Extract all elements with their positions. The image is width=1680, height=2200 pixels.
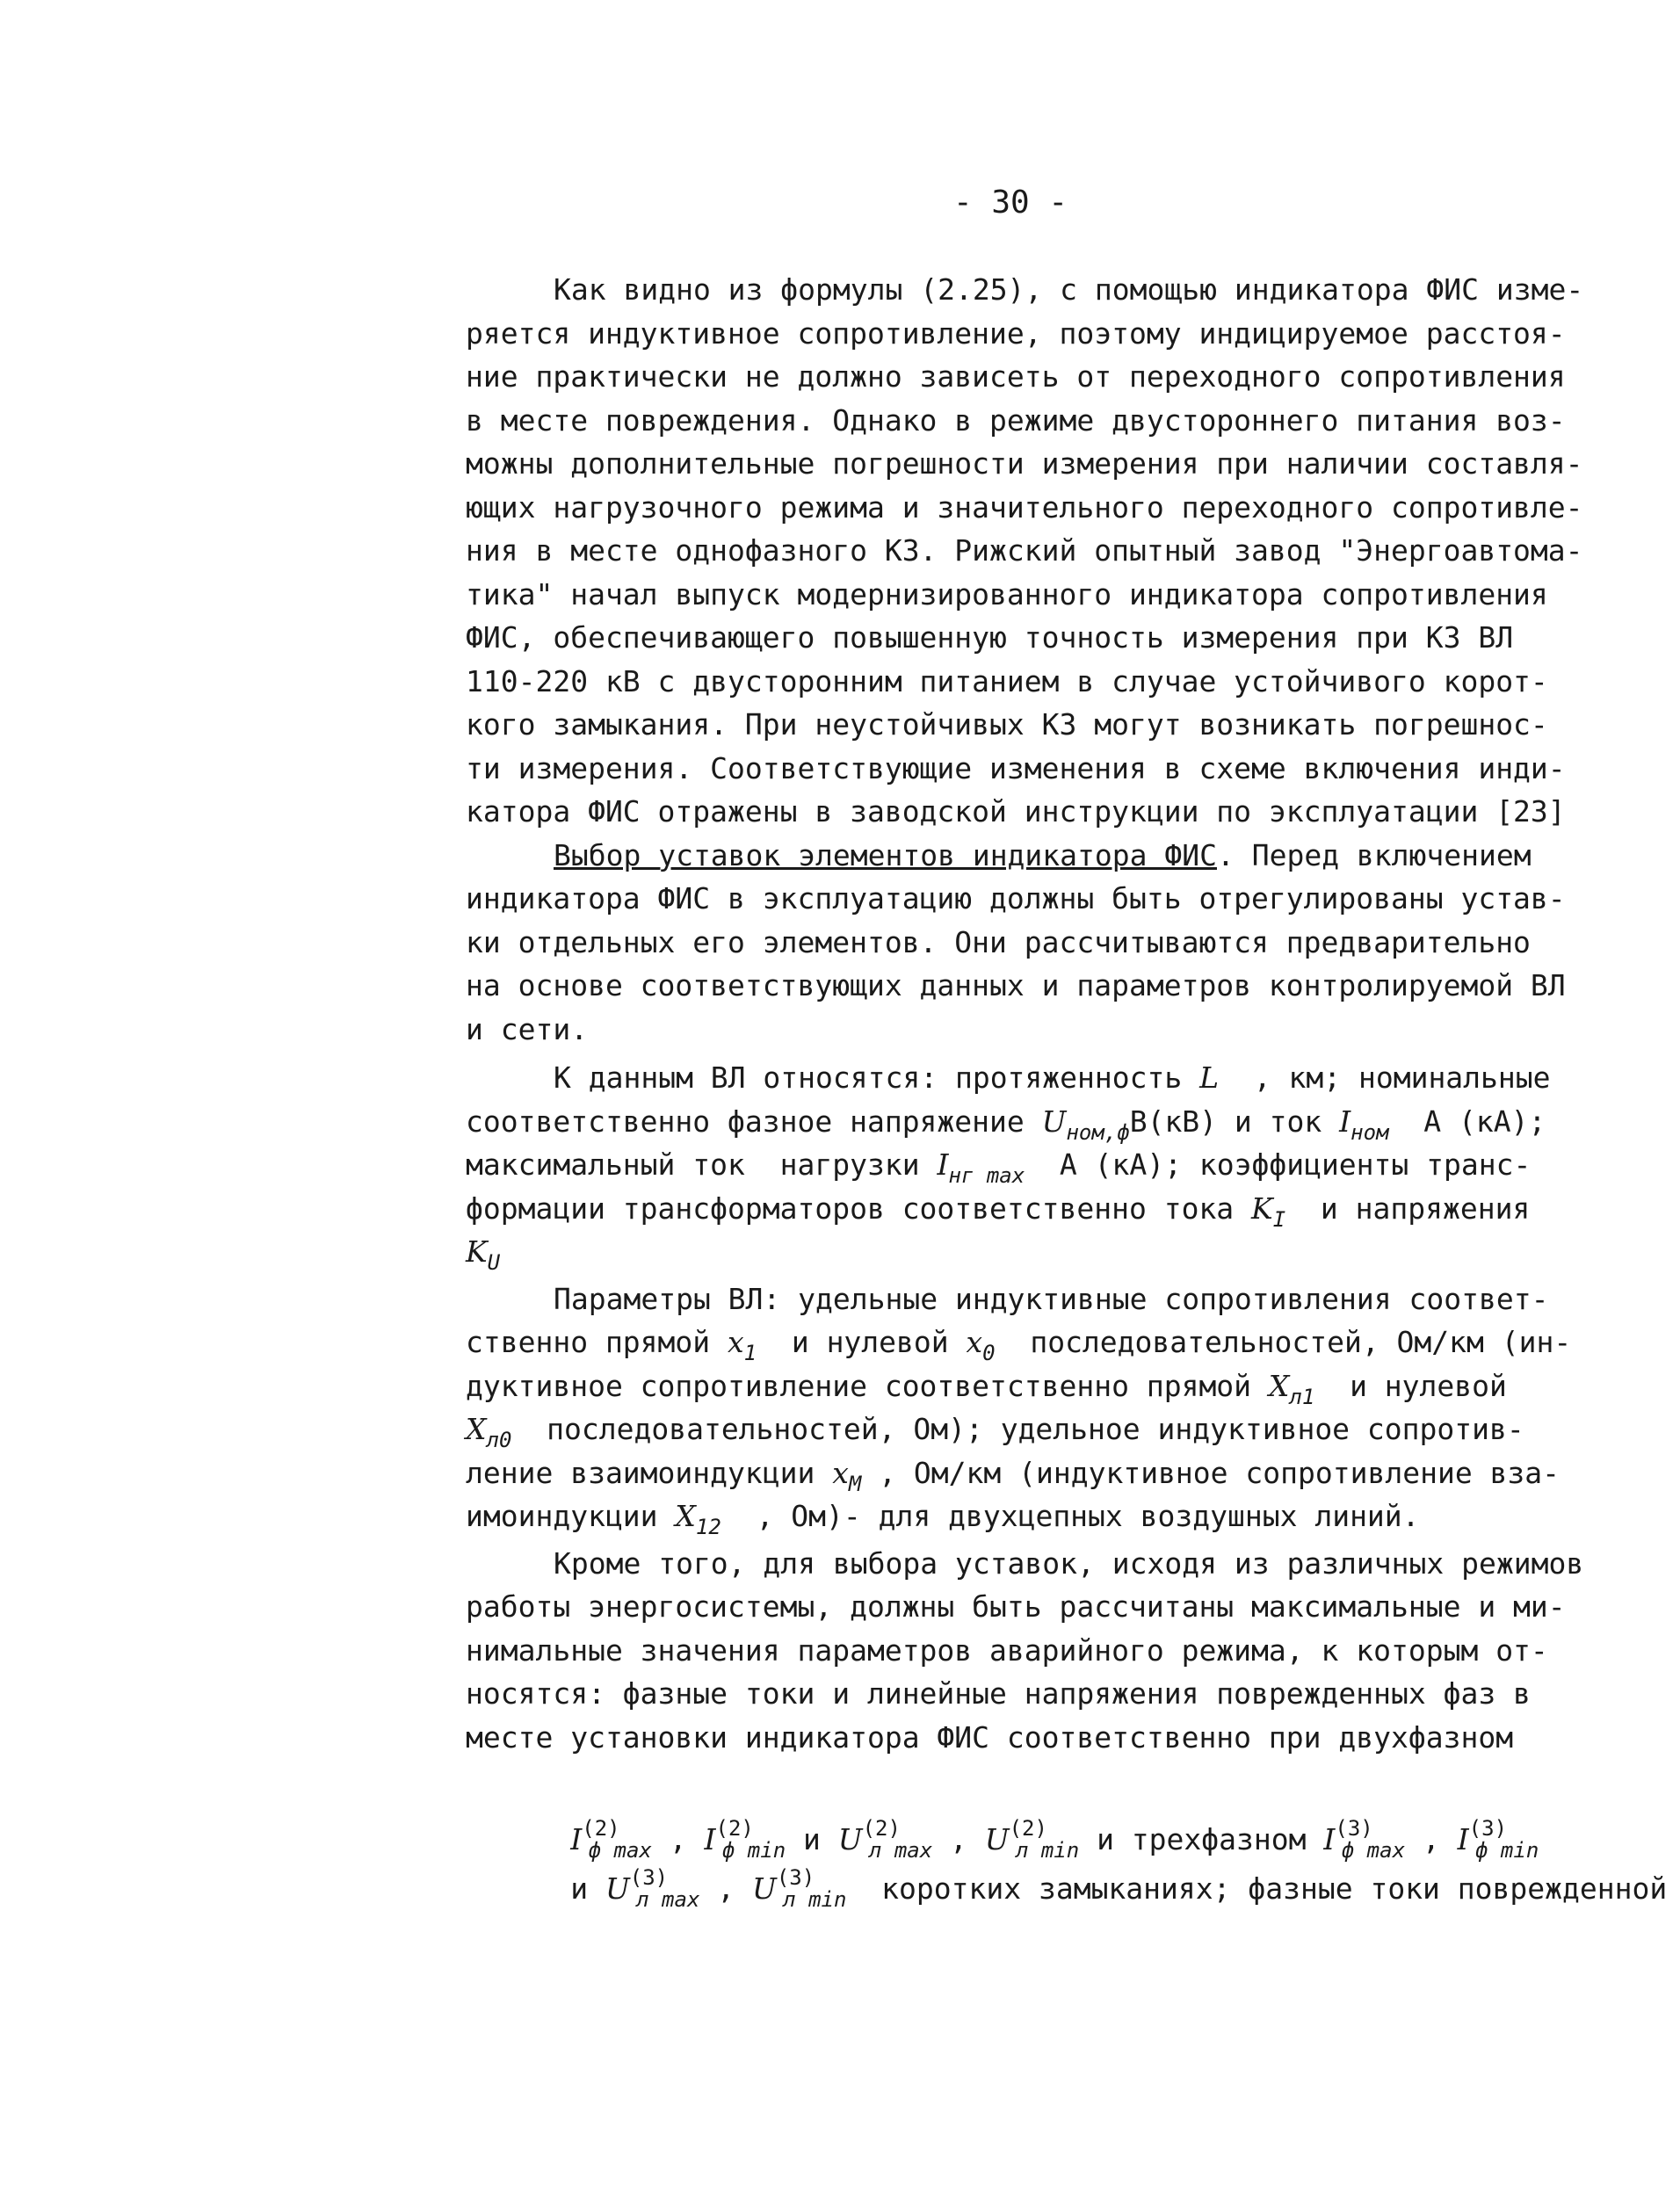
- subscript: ф min: [1475, 1838, 1539, 1863]
- text-line: катора ФИС отражены в заводской инструкции по эксплуатации [23]: [466, 794, 1566, 829]
- paragraph-2: [466, 834, 1608, 1052]
- text-line: ти измерения. Соответствующие изменения в схеме включения инди-: [466, 750, 1566, 785]
- subscript: нг max: [948, 1163, 1025, 1188]
- text-run: ление взаимоиндукции: [466, 1455, 833, 1490]
- text-line: можны дополнительные погрешности измерения при наличии составля-: [466, 446, 1583, 481]
- text-line: [466, 1056, 1608, 1100]
- document-body: [466, 268, 1668, 1912]
- superscript: (2): [582, 1816, 620, 1841]
- text-run: имоиндукции: [466, 1499, 676, 1533]
- superscript: (3): [629, 1865, 669, 1890]
- text-run: коротких замыканиях; фазные токи поврежденной: [846, 1871, 1668, 1906]
- text-line: индикатора ФИС в эксплуатацию должны быть отрегулированы устав-: [466, 881, 1566, 915]
- symbol-reactance: x: [832, 1455, 849, 1490]
- paragraph-5: [466, 1542, 1668, 1912]
- text-line: ния в месте однофазного КЗ. Рижский опытный завод "Энергоавтома-: [466, 533, 1583, 568]
- text-line: ющих нагрузочного режима и значительного переходного сопротивле-: [466, 489, 1583, 525]
- text-run: последовательностей, Ом); удельное индуктивное сопротив-: [511, 1412, 1524, 1446]
- symbol-voltage: U: [1041, 1104, 1067, 1139]
- text-run: К данным ВЛ относятся: протяженность: [554, 1060, 1200, 1095]
- text-run: А (кА); коэффициенты транс-: [1025, 1147, 1532, 1182]
- text-run: , Ом)- для двухцепных воздушных линий.: [721, 1499, 1420, 1533]
- text-line: 110-220 кВ с двусторонним питанием в случае устойчивого корот-: [466, 663, 1548, 698]
- superscript: (3): [1335, 1816, 1373, 1841]
- symbol-voltage: U: [837, 1822, 863, 1856]
- text-line: ряется индуктивное сопротивление, поэтому индицируемое расстоя-: [466, 315, 1566, 351]
- text-run: . Перед включением: [1216, 837, 1532, 872]
- text-run: , Ом/км (индуктивное сопротивление вза-: [861, 1455, 1561, 1490]
- subscript: ном: [1351, 1119, 1389, 1145]
- symbol-current: I: [570, 1822, 583, 1856]
- symbol-reactance: X: [675, 1499, 696, 1533]
- text-line: и сети.: [466, 1011, 589, 1046]
- text-run: ,: [699, 1871, 752, 1906]
- subscript: ф max: [588, 1838, 652, 1863]
- text-line: Параметры ВЛ: удельные индуктивные сопротивления соответ-: [554, 1281, 1549, 1316]
- symbol-reactance: X: [1268, 1368, 1290, 1403]
- text-line: месте установки индикатора ФИС соответственно при двухфазном: [466, 1719, 1514, 1755]
- text-line: [466, 1187, 1608, 1231]
- text-run: и нулевой: [1314, 1368, 1507, 1403]
- symbol-current: I: [1339, 1104, 1351, 1139]
- symbol-voltage: U: [984, 1822, 1010, 1856]
- paragraph-1: [466, 268, 1608, 834]
- text-line: тика" начал выпуск модернизированного индикатора сопротивления: [466, 576, 1548, 612]
- text-run: ,: [932, 1822, 985, 1856]
- superscript: (2): [715, 1816, 754, 1841]
- subscript: ф max: [1341, 1838, 1406, 1863]
- superscript: (2): [1009, 1816, 1047, 1841]
- text-run: соответственно фазное напряжение: [466, 1104, 1042, 1139]
- subscript: U: [487, 1250, 501, 1275]
- subscript: 12: [695, 1515, 721, 1539]
- text-run: А (кА);: [1388, 1104, 1546, 1139]
- text-line: Кроме того, для выбора уставок, исходя из различных режимов: [554, 1545, 1584, 1581]
- text-line: [466, 1230, 1608, 1274]
- paragraph-4: [466, 1277, 1608, 1538]
- text-line: [466, 1321, 1608, 1364]
- text-run: последовательностей, Ом/км (ин-: [995, 1325, 1572, 1359]
- symbol-current: I: [1323, 1822, 1336, 1856]
- subscript: л max: [868, 1838, 933, 1863]
- symbol-length: L: [1199, 1060, 1220, 1095]
- text-run: ,: [1405, 1822, 1458, 1856]
- text-line: [466, 1143, 1608, 1187]
- text-line: ФИС, обеспечивающего повышенную точность измерения при КЗ ВЛ: [466, 620, 1514, 655]
- subscript: л min: [783, 1887, 847, 1912]
- text-run: и: [570, 1871, 605, 1906]
- text-line: [466, 1451, 1608, 1495]
- symbol-current: I: [1457, 1822, 1469, 1856]
- subscript: ном,ф: [1066, 1119, 1130, 1145]
- symbol-voltage: U: [605, 1871, 630, 1906]
- text-run: максимальный ток нагрузки: [466, 1147, 938, 1182]
- text-run: формации трансформаторов соответственно тока: [466, 1190, 1252, 1226]
- text-line: [466, 1408, 1608, 1451]
- symbol-reactance: x: [966, 1325, 983, 1359]
- text-line: нимальные значения параметров аварийного режима, к которым от-: [466, 1632, 1548, 1668]
- symbol-ratio: K: [1251, 1190, 1273, 1226]
- subscript: M: [848, 1471, 862, 1496]
- text-line: носятся: фазные токи и линейные напряжения поврежденных фаз в: [466, 1676, 1531, 1711]
- subscript: 1: [743, 1341, 757, 1365]
- symbol-reactance: x: [728, 1325, 744, 1359]
- text-line: ки отдельных его элементов. Они рассчитываются предварительно: [466, 924, 1531, 959]
- subscript: ф min: [721, 1838, 786, 1863]
- text-run: и: [786, 1822, 838, 1856]
- superscript: (3): [1468, 1816, 1508, 1841]
- text-run: и трехфазном: [1079, 1822, 1324, 1856]
- text-run: ,: [651, 1822, 705, 1856]
- text-line: работы энергосистемы, должны быть рассчитаны максимальные и ми-: [466, 1589, 1566, 1624]
- text-line: [466, 1364, 1608, 1408]
- text-run: дуктивное сопротивление соответственно прямой: [466, 1368, 1269, 1403]
- text-line: [466, 1100, 1608, 1144]
- subscript: л max: [636, 1887, 700, 1912]
- subscript: л0: [486, 1428, 512, 1452]
- symbol-current: I: [937, 1147, 949, 1182]
- text-line: Как видно из формулы (2.25), с помощью индикатора ФИС изме-: [554, 272, 1584, 307]
- text-run: и нулевой: [757, 1325, 967, 1359]
- paragraph-3: [466, 1056, 1608, 1274]
- text-line: кого замыкания. При неустойчивых КЗ могут возникать погрешнос-: [466, 707, 1548, 742]
- superscript: (2): [862, 1816, 901, 1841]
- text-line: [466, 834, 1608, 878]
- subscript: I: [1272, 1206, 1286, 1232]
- text-run: ственно прямой: [466, 1325, 728, 1359]
- page-number: - 30 -: [953, 185, 1068, 221]
- section-heading: Выбор уставок элементов индикатора ФИС: [554, 837, 1217, 872]
- text-run: В(кВ) и ток: [1129, 1104, 1340, 1139]
- text-line: [466, 1494, 1608, 1538]
- subscript: л1: [1289, 1384, 1315, 1409]
- formula-line: [466, 1771, 1608, 1863]
- symbol-current: I: [704, 1822, 716, 1856]
- symbol-voltage: U: [752, 1871, 777, 1906]
- text-line: в месте повреждения. Однако в режиме двустороннего питания воз-: [466, 402, 1566, 438]
- text-run: , км; номинальные: [1219, 1060, 1551, 1095]
- subscript: л min: [1015, 1838, 1080, 1863]
- superscript: (3): [776, 1865, 815, 1890]
- subscript: 0: [982, 1341, 996, 1365]
- text-run: и напряжения: [1285, 1190, 1531, 1226]
- text-line: на основе соответствующих данных и параметров контролируемой ВЛ: [466, 968, 1566, 1002]
- symbol-reactance: X: [466, 1412, 487, 1446]
- symbol-ratio: K: [466, 1234, 488, 1269]
- text-line: ние практически не должно зависеть от переходного сопротивления: [466, 359, 1566, 394]
